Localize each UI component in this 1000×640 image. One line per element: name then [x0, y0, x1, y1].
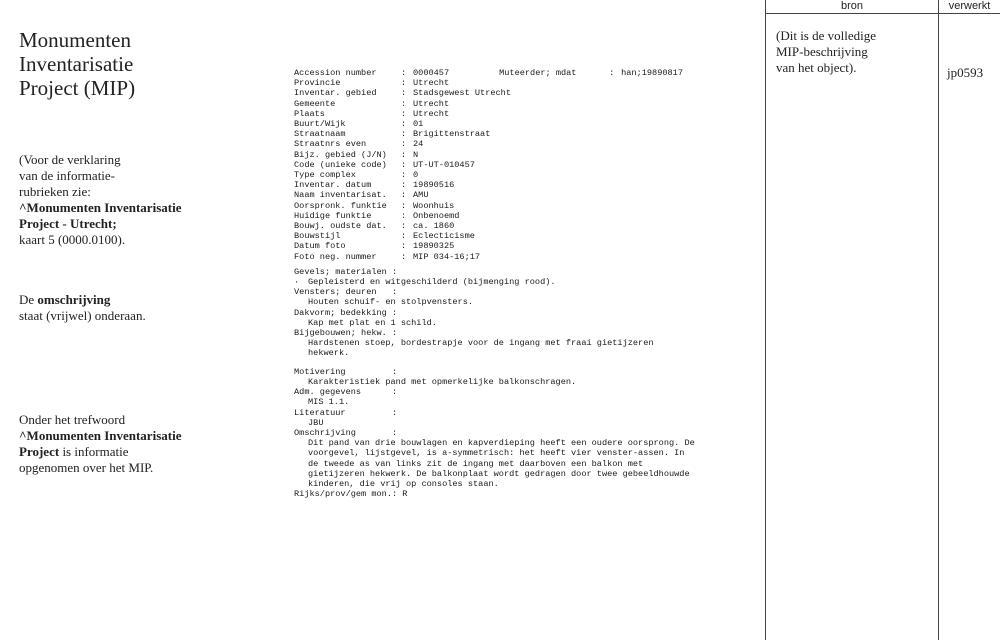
field-value: 19890325: [413, 241, 455, 252]
record-field: [294, 88, 764, 98]
field-label: Bouwstijl: [294, 231, 341, 242]
page-title: [19, 28, 135, 100]
note3-bold1: ^Monumenten Inventarisatie: [19, 428, 182, 443]
section-omschrijving: [294, 428, 764, 489]
field-value: Utrecht: [413, 78, 450, 89]
field-label: Buurt/Wijk: [294, 119, 346, 130]
field-label: Type complex: [294, 170, 356, 181]
field-label: Datum foto: [294, 241, 346, 252]
column-divider-right: [938, 0, 939, 640]
field-separator: :: [401, 241, 407, 252]
bron-line-3: van het object).: [776, 60, 857, 75]
section-gevels: [294, 267, 764, 287]
field-value: UT-UT-010457: [413, 159, 475, 170]
field-separator: :: [401, 170, 407, 181]
field-separator: :: [401, 200, 407, 211]
section-text: Houten schuif- en stolpvensters.: [308, 297, 474, 308]
field-label: Gemeente: [294, 98, 336, 109]
note1-line1: (Voor de verklaring: [19, 152, 121, 167]
explanation-note: [19, 152, 181, 248]
field-value: Utrecht: [413, 108, 450, 119]
section-label: Gevels; materialen :: [294, 266, 398, 277]
section-label: Literatuur :: [294, 407, 398, 418]
field-value: 24: [413, 139, 424, 150]
record-field: [294, 231, 764, 241]
field-separator: :: [401, 221, 407, 232]
bron-text: [776, 28, 926, 76]
section-label: Bijgebouwen; hekw. :: [294, 328, 398, 339]
field-separator: :: [401, 78, 407, 89]
record-field-accession: [294, 68, 764, 78]
field-label: Inventar. gebied: [294, 88, 377, 99]
field-separator: :: [401, 119, 407, 130]
section-text: MIS 1.1.: [308, 397, 350, 408]
verwerkt-value: jp0593: [947, 65, 984, 80]
section-label: Vensters; deuren :: [294, 287, 398, 298]
title-line-1: Monumenten: [19, 28, 131, 52]
record-field: [294, 109, 764, 119]
record-fields: [294, 78, 764, 262]
field-separator: :: [401, 231, 407, 242]
section-text: Karakteristiek pand met opmerkelijke balkonschragen.: [308, 376, 577, 387]
section-literatuur: [294, 408, 764, 428]
spacer: [294, 359, 764, 367]
field-label: Bijz. gebied (J/N): [294, 149, 387, 160]
record-field: [294, 180, 764, 190]
field-separator: :: [401, 98, 407, 109]
section-label: Dakvorm; bedekking :: [294, 307, 398, 318]
section-text: Hardstenen stoep, bordestrapje voor de ingang met fraai gietijzeren hekwerk.: [308, 338, 654, 359]
record-field: [294, 160, 764, 170]
bron-column-header: bron: [840, 0, 864, 12]
field-value: Utrecht: [413, 98, 450, 109]
section-bijgebouwen: [294, 328, 764, 359]
note1-reference-bold1: ^Monumenten Inventarisatie: [19, 200, 182, 215]
field-label: Oorspronk. funktie: [294, 200, 387, 211]
note3-line1: Onder het trefwoord: [19, 412, 126, 427]
section-label: Motivering :: [294, 366, 398, 377]
keyword-note: [19, 412, 181, 476]
record-field: [294, 78, 764, 88]
field-value: Stadsgewest Utrecht: [413, 88, 511, 99]
field-label: Accession number: [294, 68, 377, 78]
field-separator: :: [401, 129, 407, 140]
note1-reference-bold2: Project - Utrecht;: [19, 216, 117, 231]
record-field: [294, 221, 764, 231]
section-label: Adm. gegevens :: [294, 387, 398, 398]
section-text: Dit pand van drie bouwlagen en kapverdieping heeft een oudere oorsprong. De voorgevel, lijstgevel, is a-symmetrisch: het heeft vier venster-assen. In de tweede as van links zit de ingang met daarboven een balkon met gietijzeren hekwerk. De balkonplaat wordt gedragen door twee gebeeldhouwde kinderen, die vrij op consoles staan.: [308, 438, 695, 489]
note2-bold: omschrijving: [37, 292, 111, 307]
section-adm-gegevens: [294, 387, 764, 407]
note1-line6: kaart 5 (0000.0100).: [19, 232, 126, 247]
field-value: 0000457: [413, 68, 450, 78]
mutator-label: Muteerder; mdat: [499, 68, 577, 78]
field-value: AMU: [413, 190, 429, 201]
field-label: Plaats: [294, 108, 325, 119]
mip-record: [294, 68, 764, 499]
field-separator: :: [401, 251, 407, 262]
field-separator: :: [401, 108, 407, 119]
column-divider-left: [765, 0, 766, 640]
record-field: [294, 241, 764, 251]
note1-line2: van de informatie-: [19, 168, 116, 183]
field-value: 0: [413, 170, 419, 181]
field-value: 19890516: [413, 180, 455, 191]
field-separator: :: [401, 88, 407, 99]
record-field: [294, 150, 764, 160]
field-label: Provincie: [294, 78, 341, 89]
field-label: Straatnaam: [294, 129, 346, 140]
field-separator: :: [401, 190, 407, 201]
verwerkt-column-header: verwerkt: [948, 0, 991, 12]
record-field: [294, 99, 764, 109]
section-motivering: [294, 367, 764, 387]
record-field: [294, 119, 764, 129]
field-separator: :: [401, 139, 407, 150]
note3-line4: opgenomen over het MIP.: [19, 460, 154, 475]
field-separator: :: [401, 68, 407, 78]
mutator-value: han;19890817: [621, 68, 683, 78]
section-text: · Gepleisterd en witgeschilderd (bijmenging rood).: [294, 277, 764, 287]
bron-line-2: MIP-beschrijving: [776, 44, 868, 59]
record-field: [294, 139, 764, 149]
record-field: [294, 170, 764, 180]
field-value: ca. 1860: [413, 221, 455, 232]
field-value: Brigittenstraat: [413, 129, 491, 140]
record-field: [294, 201, 764, 211]
section-dakvorm: [294, 308, 764, 328]
field-separator: :: [401, 180, 407, 191]
record-field: [294, 211, 764, 221]
title-line-2: Inventarisatie: [19, 52, 134, 76]
bron-line-1: (Dit is de volledige: [776, 28, 877, 43]
record-field: [294, 190, 764, 200]
field-separator: :: [609, 68, 615, 78]
field-separator: :: [401, 159, 407, 170]
description-note: [19, 292, 146, 324]
field-label: Bouwj. oudste dat.: [294, 221, 387, 232]
field-label: Straatnrs even: [294, 139, 367, 150]
note3-bold2: Project: [19, 444, 60, 459]
field-label: Code (unieke code): [294, 159, 387, 170]
field-label: Foto neg. nummer: [294, 251, 377, 262]
field-label: Inventar. datum: [294, 180, 372, 191]
field-label: Naam inventarisat.: [294, 190, 387, 201]
field-value: Woonhuis: [413, 200, 455, 211]
section-text: JBU: [308, 417, 324, 428]
record-field: [294, 129, 764, 139]
field-value: MIP 034-16;17: [413, 251, 481, 262]
record-field: [294, 252, 764, 262]
field-separator: :: [401, 149, 407, 160]
section-text: Kap met plat en 1 schild.: [308, 317, 437, 328]
field-value: N: [413, 149, 419, 160]
rijks-monument-field: Rijks/prov/gem mon.: R: [294, 489, 408, 500]
note3-suffix2: is informatie: [59, 444, 129, 459]
field-value: 01: [413, 119, 424, 130]
note2-prefix: De: [19, 292, 38, 307]
field-separator: :: [401, 210, 407, 221]
section-vensters: [294, 287, 764, 307]
section-label: Omschrijving :: [294, 427, 398, 438]
note1-line3: rubrieken zie:: [19, 184, 91, 199]
field-value: Onbenoemd: [413, 210, 460, 221]
field-label: Huidige funktie: [294, 210, 372, 221]
title-line-3: Project (MIP): [19, 76, 136, 100]
note2-line2: staat (vrijwel) onderaan.: [19, 308, 146, 323]
header-rule: [765, 13, 1000, 14]
field-value: Eclecticisme: [413, 231, 475, 242]
